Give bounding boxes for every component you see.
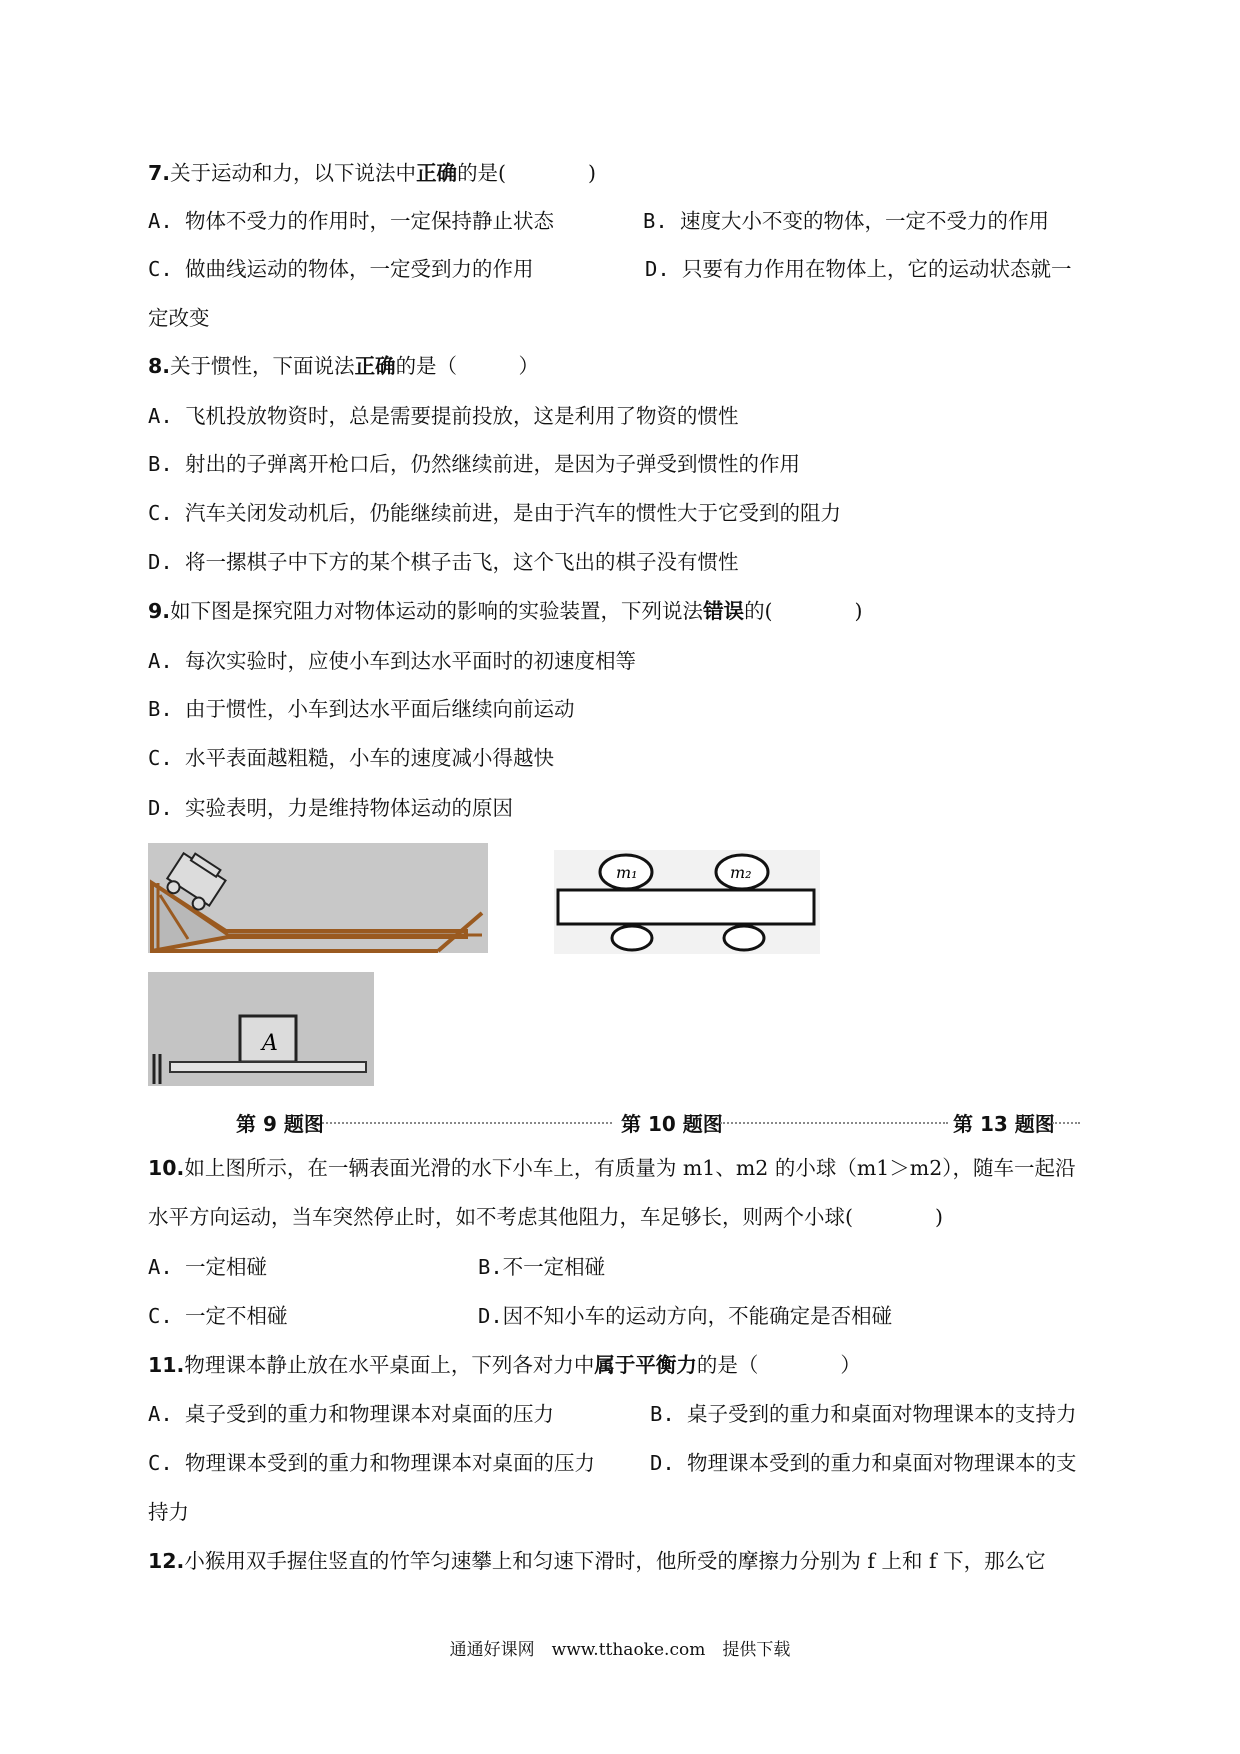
q11-option-b: B. 桌子受到的重力和桌面对物理课本的支持力: [650, 1402, 1077, 1426]
q11-option-c: C. 物理课本受到的重力和物理课本对桌面的压力: [148, 1451, 596, 1475]
q9-stem-bold: 错误: [703, 599, 745, 623]
q8-stem: [148, 351, 539, 381]
q8-stem-post: 的是（ ）: [395, 354, 540, 378]
q9-stem: [148, 596, 863, 626]
q12-number: 12.: [148, 1549, 185, 1573]
q11-stem-post: 的是（ ）: [696, 1353, 861, 1377]
caption-leader-3: [1052, 1120, 1080, 1124]
ball-m1-label: m₁: [616, 863, 638, 882]
q9-number: 9.: [148, 599, 171, 623]
q8-stem-bold: 正确: [354, 354, 396, 378]
q8-option-b: B. 射出的子弹离开枪口后，仍然继续前进，是因为子弹受到惯性的作用: [148, 452, 801, 476]
q11-stem-pre: 物理课本静止放在水平桌面上，下列各对力中: [184, 1353, 595, 1377]
block-a-label: A: [262, 1031, 278, 1056]
q10-option-a: A. 一定相碰: [148, 1255, 268, 1279]
figure-q13-block: [148, 972, 374, 1086]
q7-stem-bold: 正确: [416, 161, 458, 185]
q10-stem-line1: 如上图所示，在一辆表面光滑的水下小车上，有质量为 m1、m2 的小球（m1＞m2），随车一起沿: [184, 1156, 1076, 1180]
q9-option-c: C. 水平表面越粗糙，小车的速度减小得越快: [148, 746, 555, 770]
q9-option-a: A. 每次实验时，应使小车到达水平面时的初速度相等: [148, 649, 637, 673]
q10-number: 10.: [148, 1156, 185, 1180]
q7-option-a: A. 物体不受力的作用时，一定保持静止状态: [148, 209, 555, 233]
q7-stem: [148, 158, 596, 188]
q9-stem-pre: 如下图是探究阻力对物体运动的影响的实验装置，下列说法: [170, 599, 704, 623]
q8-option-d: D. 将一摞棋子中下方的某个棋子击飞，这个飞出的棋子没有惯性: [148, 550, 739, 574]
q11-option-d-cont: 持力: [148, 1500, 189, 1524]
q8-stem-pre: 关于惯性，下面说法: [170, 354, 355, 378]
q7-option-c: C. 做曲线运动的物体，一定受到力的作用: [148, 257, 534, 281]
q10-option-b: B.不一定相碰: [478, 1255, 606, 1279]
q10-stem: [148, 1153, 1076, 1183]
q11-option-a: A. 桌子受到的重力和物理课本对桌面的压力: [148, 1402, 555, 1426]
q9-option-b: B. 由于惯性，小车到达水平面后继续向前运动: [148, 697, 575, 721]
ball-m2-label: m₂: [730, 863, 752, 882]
page-footer: 通通好课网 www.tthaoke.com 提供下载: [449, 1640, 791, 1660]
q12-stem: [148, 1546, 1046, 1576]
wheel-right-icon: [724, 926, 764, 950]
q8-number: 8.: [148, 354, 171, 378]
caption-fig13: 第 13 题图: [953, 1112, 1055, 1136]
q7-option-b: B. 速度大小不变的物体，一定不受力的作用: [643, 209, 1050, 233]
q10-option-d: D.因不知小车的运动方向，不能确定是否相碰: [478, 1304, 893, 1328]
caption-fig9: 第 9 题图: [236, 1112, 324, 1136]
q10-stem-line2: 水平方向运动，当车突然停止时，如不考虑其他阻力，车足够长，则两个小球( ): [148, 1205, 943, 1229]
caption-leader-1: [322, 1120, 612, 1124]
q11-option-d: D. 物理课本受到的重力和桌面对物理课本的支: [650, 1451, 1077, 1475]
figure-q10-cart: [554, 850, 820, 954]
q9-stem-post: 的( ): [744, 599, 863, 623]
q7-option-d-cont: 定改变: [148, 306, 210, 330]
figure-q9-ramp: [148, 843, 488, 953]
q11-number: 11.: [148, 1353, 185, 1377]
q11-stem-bold: 属于平衡力: [594, 1353, 697, 1377]
q7-stem-pre: 关于运动和力，以下说法中: [170, 161, 417, 185]
q7-option-d: D. 只要有力作用在物体上，它的运动状态就一: [645, 257, 1072, 281]
q12-stem-line1: 小猴用双手握住竖直的竹竿匀速攀上和匀速下滑时，他所受的摩擦力分别为 f 上和 f 下，那么它: [184, 1549, 1046, 1573]
caption-leader-2: [720, 1120, 948, 1124]
q7-number: 7.: [148, 161, 171, 185]
q11-stem: [148, 1350, 861, 1380]
caption-fig10: 第 10 题图: [621, 1112, 723, 1136]
q9-option-d: D. 实验表明，力是维持物体运动的原因: [148, 796, 514, 820]
q8-option-c: C. 汽车关闭发动机后，仍能继续前进，是由于汽车的惯性大于它受到的阻力: [148, 501, 842, 525]
q8-option-a: A. 飞机投放物资时，总是需要提前投放，这是利用了物资的惯性: [148, 404, 739, 428]
wheel-left-icon: [612, 926, 652, 950]
q7-stem-post: 的是( ): [457, 161, 597, 185]
q10-option-c: C. 一定不相碰: [148, 1304, 288, 1328]
